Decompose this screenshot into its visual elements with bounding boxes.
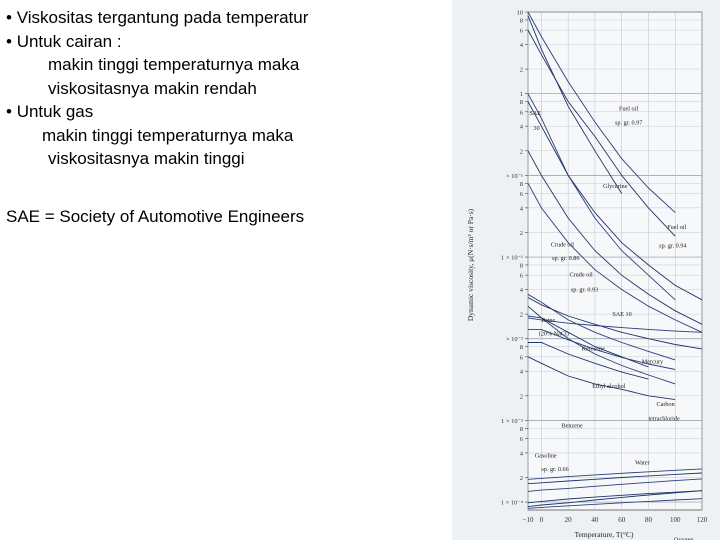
y-tick-label: 6 (519, 109, 523, 117)
bullet-line (6, 53, 446, 77)
y-tick-label: 8 (519, 17, 523, 25)
bullet-marker: • (6, 31, 17, 51)
annotation-label: Mercury (641, 358, 664, 366)
annotation-label: Crude oil (550, 241, 574, 249)
annotation-label: Gasoline (534, 452, 557, 460)
y-tick-label: 8 (519, 262, 523, 270)
y-tick-label: 4 (519, 368, 523, 376)
bullet-text: viskositasnya makin rendah (48, 78, 257, 98)
bullet-line (6, 100, 446, 124)
y-tick-label: 8 (519, 425, 523, 433)
bullet-list (6, 6, 446, 171)
annotation-label: Fuel oil (667, 224, 687, 232)
annotation-label: sp. gr. 0.94 (659, 242, 687, 250)
bullet-line (6, 124, 446, 148)
y-tick-label: 4 (519, 450, 523, 458)
y-tick-label: 2 (519, 66, 523, 74)
bullet-marker: • (6, 102, 17, 121)
y-tick-label: 2 (519, 393, 523, 401)
x-tick-label: 80 (644, 516, 652, 524)
y-axis-label: Dynamic viscosity, μ(N·s/m² or Pa·s) (466, 208, 475, 322)
y-tick-label: 8 (519, 180, 523, 188)
x-tick-label: 60 (618, 516, 626, 524)
x-tick-label: 40 (591, 516, 599, 524)
y-tick-label: 2 (519, 229, 523, 237)
annotation-label: Crude oil (569, 271, 593, 279)
x-tick-label: 100 (669, 516, 681, 524)
bullet-marker: • (6, 8, 17, 27)
y-tick-label: 2 (519, 311, 523, 319)
viscosity-chart (452, 0, 720, 540)
y-tick-label: 4 (519, 42, 523, 50)
annotation-label: Carbon (656, 401, 675, 409)
annotation-label: Ethyl alcohol (592, 382, 626, 390)
bullet-text: Untuk cairan : (16, 31, 122, 51)
bullet-line (6, 6, 446, 30)
y-tick-label: 6 (519, 190, 523, 198)
bullet-text: Viskositas tergantung pada temperatur (16, 8, 309, 27)
y-tick-label: 10 (516, 9, 523, 17)
y-tick-label: × 10⁻² (505, 336, 523, 344)
bullet-line (6, 147, 446, 171)
annotation-label: sp. gr. 0.86 (552, 255, 580, 262)
y-tick-label: 2 (519, 474, 523, 482)
y-tick-label: 1 × 10⁻³ (500, 417, 523, 425)
y-tick-label: 8 (519, 99, 523, 107)
y-tick-label: 6 (519, 27, 523, 35)
bullet-text: viskositasnya makin tinggi (48, 149, 245, 168)
annotation-label: Oxygen (673, 536, 694, 540)
bullet-text: Untuk gas (16, 102, 94, 121)
y-tick-label: 1 × 10⁻⁴ (500, 499, 523, 507)
viscosity-chart-svg (452, 0, 720, 540)
annotation-label: Brine (541, 317, 556, 325)
y-tick-label: 6 (519, 272, 523, 280)
annotation-label: (20% NaCl) (538, 330, 569, 338)
annotation-label: Water (635, 459, 650, 467)
annotation-label: SAE (529, 109, 542, 117)
x-axis-label: Temperature, T(°C) (574, 530, 634, 539)
annotation-label: Benzene (561, 422, 583, 430)
annotation-label: SAE 10 (612, 310, 632, 318)
y-tick-label: 1 (519, 91, 523, 99)
x-axis (523, 516, 708, 524)
x-tick-label: 20 (564, 516, 572, 524)
bullet-line (6, 77, 446, 101)
bullet-line (6, 30, 446, 54)
annotation-label: Kerosene (581, 345, 605, 353)
y-tick-label: 8 (519, 344, 523, 352)
sae-definition: SAE = Society of Automotive Engineers (6, 207, 305, 226)
x-tick-label: 0 (539, 516, 544, 524)
annotation-label: 30 (533, 124, 540, 132)
annotation-label: Glycerine (602, 183, 628, 191)
annotation-label: sp. gr. 0.66 (541, 466, 569, 474)
y-tick-label: 2 (519, 148, 523, 156)
y-tick-label: 4 (519, 287, 523, 295)
annotation-label: Fuel oil (619, 105, 639, 113)
x-tick-label: −10 (522, 516, 534, 524)
y-tick-label: 6 (519, 436, 523, 444)
y-tick-label: 4 (519, 205, 523, 213)
y-tick-label: 6 (519, 354, 523, 362)
annotation-label: tetrachloride (648, 415, 680, 423)
y-axis (501, 10, 528, 507)
bullet-text: makin tinggi temperaturnya maka (42, 125, 294, 145)
y-tick-label: 1 × 10⁻¹ (500, 254, 523, 262)
annotation-label: sp. gr. 0.97 (615, 119, 643, 127)
y-tick-label: × 10⁻¹ (505, 172, 523, 180)
annotation-label: sp. gr. 0.93 (570, 286, 599, 294)
x-tick-label: 120 (696, 516, 708, 524)
y-tick-label: 4 (519, 123, 523, 131)
bullet-text: makin tinggi temperaturnya maka (48, 55, 300, 74)
